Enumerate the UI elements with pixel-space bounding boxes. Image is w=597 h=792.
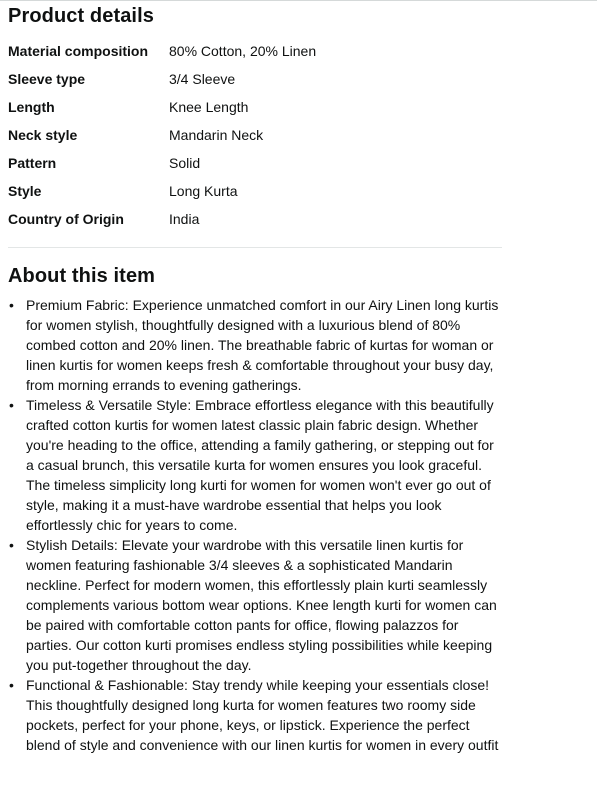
product-details-title: Product details (8, 5, 154, 27)
feature-bullet-text: Functional & Fashionable: Stay trendy while keeping your essentials close! This thoughtfully designed long kurta for women features two roomy side pockets, perfect for your phone, keys, or lipstick. Experience the perfect blend of style and convenience with our linen kurtis for women in every outfit (26, 677, 499, 753)
detail-row-material (8, 41, 502, 69)
bullet-dot-icon: • (9, 677, 14, 693)
detail-value: Solid (169, 155, 201, 171)
detail-label: Style (8, 183, 42, 199)
detail-row-neck-style (8, 125, 502, 153)
feature-bullet-premium-fabric (8, 295, 502, 395)
detail-value: 3/4 Sleeve (169, 71, 236, 87)
detail-value: Mandarin Neck (169, 127, 264, 143)
detail-row-sleeve-type (8, 69, 502, 97)
feature-bullet-timeless-style (8, 395, 502, 535)
detail-value: Long Kurta (169, 183, 238, 199)
detail-row-style (8, 181, 502, 209)
detail-label: Pattern (8, 155, 57, 171)
detail-label: Sleeve type (8, 71, 86, 87)
feature-bullets-list (8, 295, 502, 755)
detail-label: Length (8, 99, 55, 115)
detail-label: Material composition (8, 43, 149, 59)
detail-row-length (8, 97, 502, 125)
feature-bullet-stylish-details (8, 535, 502, 675)
bullet-dot-icon: • (9, 297, 14, 313)
about-this-item-title: About this item (8, 265, 156, 287)
detail-value: India (169, 211, 200, 227)
bullet-dot-icon: • (9, 397, 14, 413)
feature-bullet-text: Timeless & Versatile Style: Embrace effortless elegance with this beautifully crafted cotton kurtis for women latest classic plain fabric design. Whether you're heading to the office, attending a family gathering, or stepping out for a casual brunch, this versatile kurta for women ensures you look graceful. The timeless simplicity long kurti for women for women won't ever go out of style, making it a must-have wardrobe essential that helps you look effortlessly chic for years to come. (26, 397, 494, 533)
detail-value: 80% Cotton, 20% Linen (169, 43, 317, 59)
section-divider (8, 247, 502, 248)
detail-label: Country of Origin (8, 211, 124, 227)
bullet-dot-icon: • (9, 537, 14, 553)
detail-row-pattern (8, 153, 502, 181)
detail-label: Neck style (8, 127, 78, 143)
feature-bullet-text: Stylish Details: Elevate your wardrobe with this versatile linen kurtis for women featuring fashionable 3/4 sleeves & a sophisticated Mandarin neckline. Perfect for modern women, this effortlessly plain kurti seamlessly complements various bottom wear options. Knee length kurti for women can be paired with comfortable cotton pants for office, flowing palazzos for parties. Our cotton kurti promises endless styling possibilities while keeping you put-together throughout the day. (26, 537, 497, 673)
feature-bullet-text: Premium Fabric: Experience unmatched comfort in our Airy Linen long kurtis for women stylish, thoughtfully designed with a luxurious blend of 80% combed cotton and 20% linen. The breathable fabric of kurtas for woman or linen kurtis for women keeps fresh & comfortable throughout your busy day, from morning errands to evening gatherings. (26, 297, 499, 393)
detail-value: Knee Length (169, 99, 249, 115)
detail-row-country-of-origin (8, 209, 502, 237)
top-divider (0, 0, 597, 1)
feature-bullet-functional (8, 675, 502, 755)
product-info-section (8, 4, 502, 755)
product-details-table (8, 41, 502, 237)
